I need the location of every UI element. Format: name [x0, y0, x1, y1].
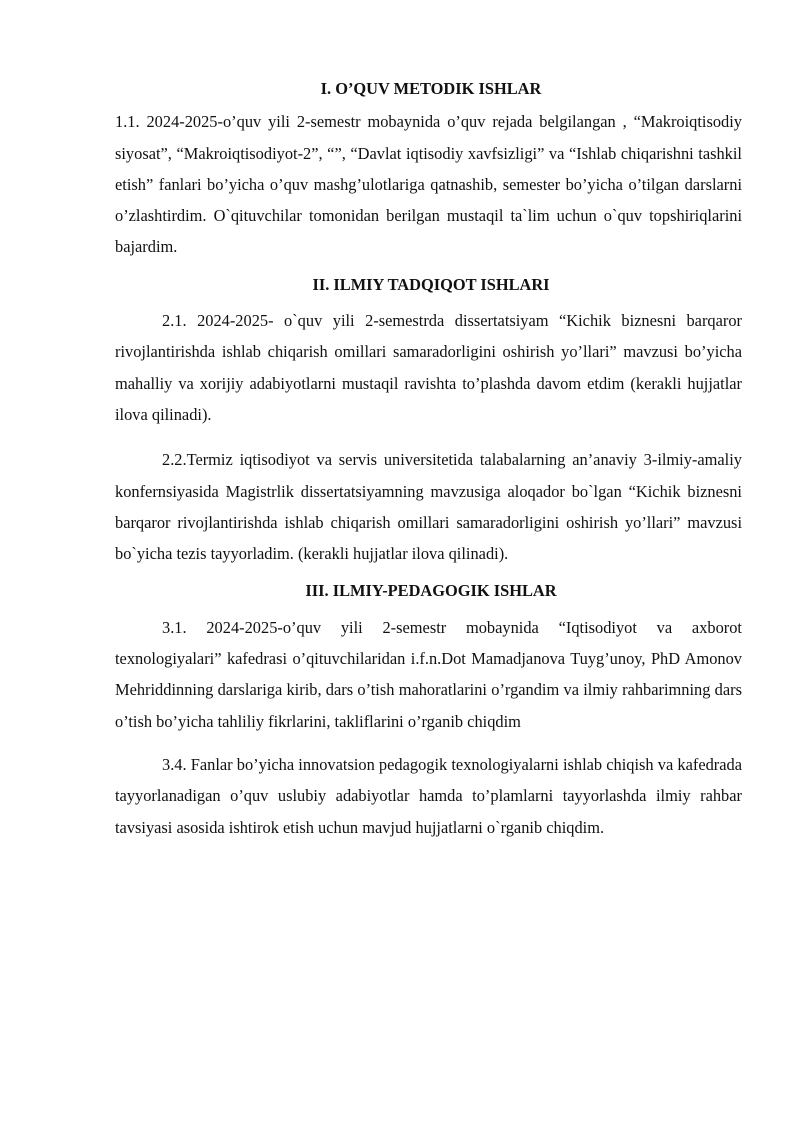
section-heading-3: III. ILMIY-PEDAGOGIK ISHLAR [305, 581, 557, 601]
paragraph-2-2: 2.2.Termiz iqtisodiyot va servis universitetida talabalarning an’anaviy 3-ilmiy-amaliy konfernsiyasida Magistrlik dissertatsiyamning mavzusiga aloqador bo`lgan “Kichik biznesni barqaror rivojlantirishda ishlab chiqarish omillari samaradorligini oshirish yo’llari” mavzusi bo`yicha tezis tayyorladim. (kerakli hujjatlar ilova qilinadi). [115, 450, 742, 564]
section-heading-2: II. ILMIY TADQIQOT ISHLARI [312, 274, 550, 294]
paragraph-1-1: 1.1. 2024-2025-o’quv yili 2-semestr mobaynida o’quv rejada belgilangan , “Makroiqtisodiy siyosat”, “Makroiqtisodiyot-2”, “”, “Davlat iqtisodiy xavfsizligi” va “Ishlab chiqarishni tashkil etish” fanlari bo’yicha o’quv mashg’ulotlariga qatnashib, semester bo’yicha o’tilgan darslarni o’zlashtirdim. O`qituvchilar tomonidan berilgan mustaqil ta`lim uchun o`quv topshiriqlarini bajardim. [115, 112, 742, 257]
document-page [115, 73, 742, 843]
section-heading-1: I. O’QUV METODIK ISHLAR [320, 79, 542, 98]
paragraph-2-1: 2.1. 2024-2025- o`quv yili 2-semestrda dissertatsiyam “Kichik biznesni barqaror rivojlantirishda ishlab chiqarish omillari samaradorligini oshirish yo’llari” mavzusi bo’yicha mahalliy va xorijiy adabiyotlarni mustaqil ravishta to’plashda davom etdim (kerakli hujjatlar ilova qilinadi). [115, 311, 742, 424]
paragraph-3-4: 3.4. Fanlar bo’yicha innovatsion pedagogik texnologiyalarni ishlab chiqish va kafedrada tayyorlanadigan o’quv uslubiy adabiyotlar hamda to’plamlarni tayyorlashda ilmiy rahbar tavsiyasi asosida ishtirok etish uchun mavjud hujjatlarni o`rganib chiqdim. [115, 754, 742, 837]
paragraph-3-1: 3.1. 2024-2025-o’quv yili 2-semestr mobaynida “Iqtisodiyot va axborot texnologiyalari” kafedrasi o’qituvchilaridan i.f.n.Dot Mamadjanova Tuyg’unoy, PhD Amonov Mehriddinning darslariga kirib, dars o’tish mahoratlarini o’rgandim va ilmiy rahbarimning dars o’tish bo’yicha tahliliy fikrlarini, takliflarini o’rganib chiqdim [115, 617, 742, 731]
